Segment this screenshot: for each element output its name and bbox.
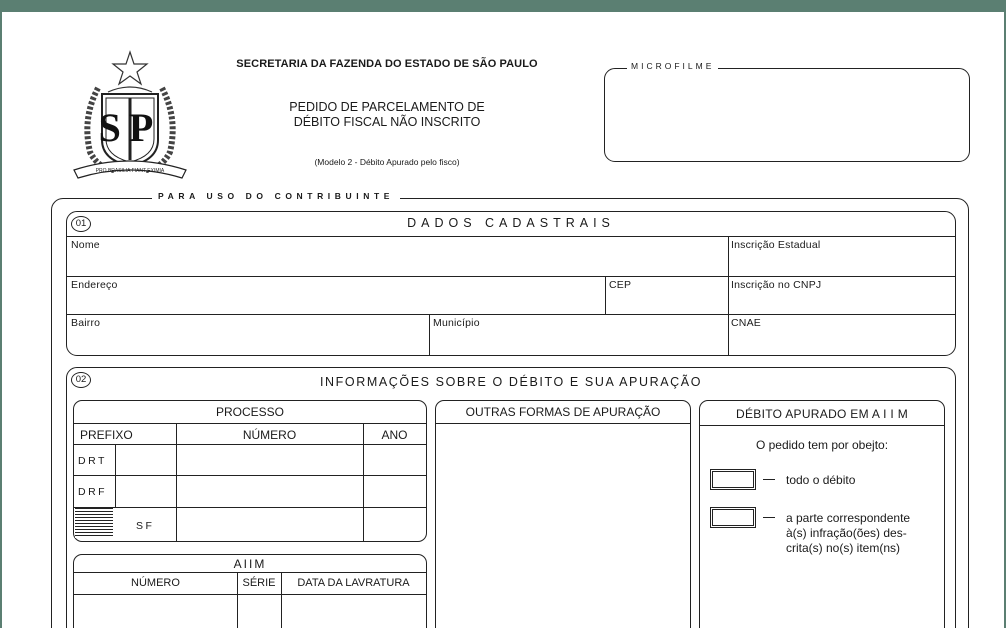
divider bbox=[700, 425, 944, 426]
section1-number: 01 bbox=[71, 216, 91, 232]
processo-box bbox=[73, 400, 427, 542]
microfilme-box bbox=[604, 68, 970, 162]
hatched-area bbox=[75, 508, 113, 538]
parte-correspondente-label bbox=[786, 511, 910, 556]
row-drf: DRF bbox=[78, 486, 108, 498]
debito-title: DÉBITO APURADO EM A I I M bbox=[736, 407, 908, 421]
form-title-line1: PEDIDO DE PARCELAMENTO DE bbox=[289, 100, 485, 114]
col-ano: ANO bbox=[381, 428, 408, 442]
row-sf: SF bbox=[136, 520, 155, 532]
divider bbox=[74, 572, 426, 573]
section-informacoes-debito bbox=[66, 367, 956, 628]
endereco-field[interactable]: Endereço bbox=[71, 279, 118, 291]
form-title-line2: DÉBITO FISCAL NÃO INSCRITO bbox=[293, 115, 481, 129]
aiim-title: AIIM bbox=[233, 557, 267, 571]
section1-title: DADOS CADASTRAIS bbox=[407, 216, 615, 230]
section-dados-cadastrais bbox=[66, 211, 956, 356]
aiim-col-data: DATA DA LAVRATURA bbox=[297, 577, 410, 589]
option2-line1: a parte correspondente bbox=[786, 511, 911, 525]
dash bbox=[763, 517, 775, 518]
section2-number: 02 bbox=[71, 372, 91, 388]
seal-motto: PRO BRASILIA FIANT EXIMIA bbox=[95, 168, 165, 174]
cnae-field[interactable]: CNAE bbox=[731, 317, 761, 329]
aiim-col-serie: SÉRIE bbox=[242, 577, 276, 589]
sao-paulo-coat-of-arms-icon bbox=[68, 48, 192, 184]
inscricao-cnpj-field[interactable]: Inscrição no CNPJ bbox=[731, 279, 822, 291]
divider bbox=[74, 423, 426, 424]
divider bbox=[115, 444, 116, 507]
divider bbox=[67, 314, 955, 315]
col-numero: NÚMERO bbox=[242, 428, 297, 442]
col-prefixo: PREFIXO bbox=[80, 428, 133, 442]
seal-letters: SP bbox=[98, 105, 162, 150]
nome-field[interactable]: Nome bbox=[71, 239, 100, 251]
inscricao-estadual-field[interactable]: Inscrição Estadual bbox=[731, 239, 821, 251]
option2-line2: à(s) infração(ões) des- bbox=[786, 526, 907, 540]
outras-title: OUTRAS FORMAS DE APURAÇÃO bbox=[465, 405, 661, 419]
form-model: (Modelo 2 - Débito Apurado pelo fisco) bbox=[314, 157, 460, 167]
outras-formas-box bbox=[435, 400, 691, 628]
option2-line3: crita(s) no(s) item(ns) bbox=[786, 541, 901, 555]
divider bbox=[605, 276, 606, 314]
microfilme-label: MICROFILME bbox=[627, 61, 718, 71]
divider bbox=[74, 594, 426, 595]
bairro-field[interactable]: Bairro bbox=[71, 317, 101, 329]
divider bbox=[436, 423, 690, 424]
divider bbox=[74, 444, 426, 445]
dash bbox=[763, 479, 775, 480]
cep-field[interactable]: CEP bbox=[609, 279, 632, 291]
parte-correspondente-checkbox[interactable] bbox=[710, 507, 756, 528]
org-name: SECRETARIA DA FAZENDA DO ESTADO DE SÃO PAULO bbox=[236, 58, 538, 70]
aiim-col-numero: NÚMERO bbox=[131, 577, 180, 589]
row-drt: DRT bbox=[78, 455, 107, 467]
debito-question: O pedido tem por obejto: bbox=[755, 438, 889, 452]
aiim-box bbox=[73, 554, 427, 628]
divider bbox=[429, 314, 430, 355]
divider bbox=[67, 276, 955, 277]
form-title bbox=[192, 100, 582, 130]
divider bbox=[728, 236, 729, 355]
todo-debito-checkbox[interactable] bbox=[710, 469, 756, 490]
debito-apurado-box bbox=[699, 400, 945, 628]
form-sheet bbox=[2, 12, 1004, 628]
divider bbox=[74, 475, 426, 476]
divider bbox=[74, 507, 426, 508]
section2-title: INFORMAÇÕES SOBRE O DÉBITO E SUA APURAÇÃO bbox=[319, 375, 703, 389]
todo-debito-label: todo o débito bbox=[786, 473, 856, 487]
divider bbox=[67, 236, 955, 237]
processo-title: PROCESSO bbox=[215, 405, 284, 419]
contribuinte-label: PARA USO DO CONTRIBUINTE bbox=[152, 191, 400, 201]
municipio-field[interactable]: Município bbox=[433, 317, 480, 329]
